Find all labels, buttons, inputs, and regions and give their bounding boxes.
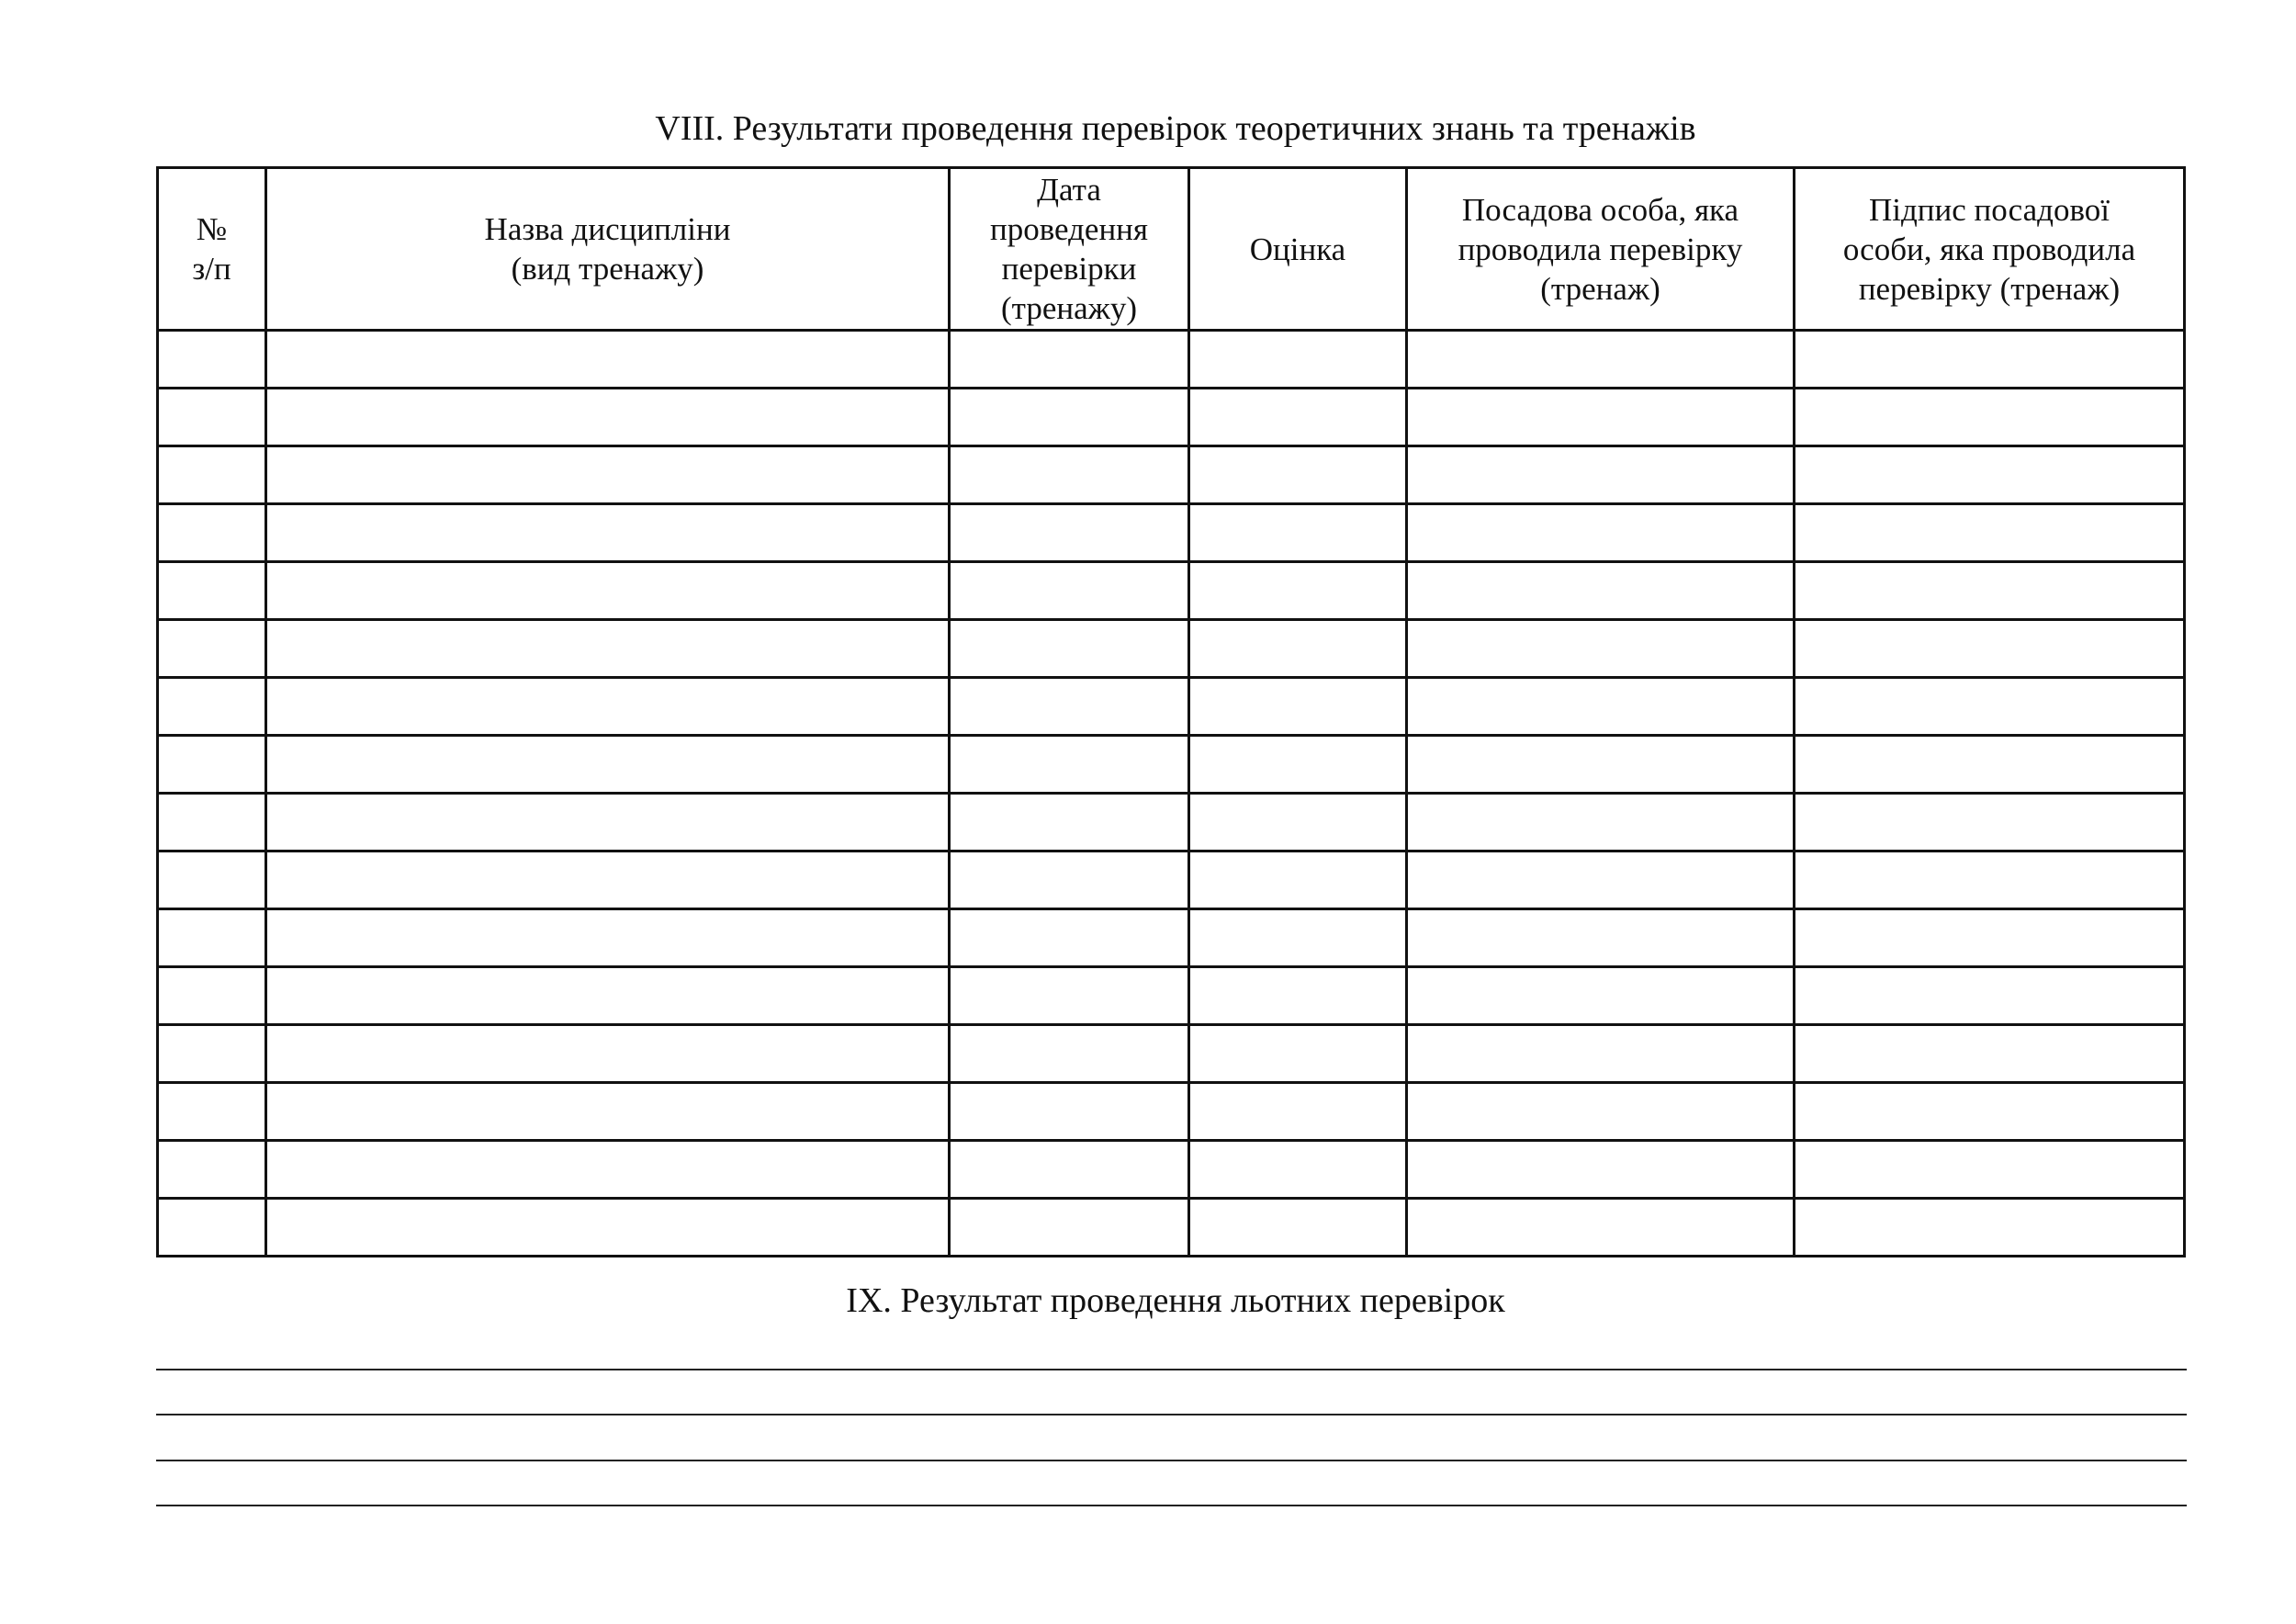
cell-col-signature[interactable]: [1795, 1025, 2185, 1083]
cell-col-signature[interactable]: [1795, 909, 2185, 967]
header-col-grade: [1189, 168, 1407, 331]
cell-col-number[interactable]: [158, 446, 266, 504]
header-line: перевірку (тренаж): [1858, 270, 2121, 307]
cell-col-signature[interactable]: [1795, 1199, 2185, 1257]
cell-col-signature[interactable]: [1795, 794, 2185, 851]
cell-col-grade[interactable]: [1189, 446, 1407, 504]
cell-col-number[interactable]: [158, 562, 266, 620]
cell-col-discipline[interactable]: [266, 1141, 950, 1199]
cell-col-grade[interactable]: [1189, 909, 1407, 967]
cell-col-date[interactable]: [950, 389, 1189, 446]
header-col-discipline: [266, 168, 950, 331]
cell-col-grade[interactable]: [1189, 967, 1407, 1025]
cell-col-signature[interactable]: [1795, 331, 2185, 389]
cell-col-date[interactable]: [950, 794, 1189, 851]
cell-col-official[interactable]: [1407, 967, 1795, 1025]
cell-col-official[interactable]: [1407, 504, 1795, 562]
cell-col-official[interactable]: [1407, 736, 1795, 794]
header-col-official: [1407, 168, 1795, 331]
cell-col-date[interactable]: [950, 504, 1189, 562]
table-row: [158, 909, 2185, 967]
cell-col-grade[interactable]: [1189, 736, 1407, 794]
cell-col-official[interactable]: [1407, 1141, 1795, 1199]
table-header-row: [158, 168, 2185, 331]
cell-col-signature[interactable]: [1795, 678, 2185, 736]
cell-col-grade[interactable]: [1189, 620, 1407, 678]
cell-col-official[interactable]: [1407, 562, 1795, 620]
cell-col-grade[interactable]: [1189, 794, 1407, 851]
table-row: [158, 794, 2185, 851]
cell-col-discipline[interactable]: [266, 620, 950, 678]
header-line: Посадова особа, яка: [1461, 191, 1739, 228]
cell-col-date[interactable]: [950, 851, 1189, 909]
cell-col-discipline[interactable]: [266, 1025, 950, 1083]
cell-col-discipline[interactable]: [266, 967, 950, 1025]
table-row: [158, 331, 2185, 389]
cell-col-signature[interactable]: [1795, 1141, 2185, 1199]
header-line: (тренаж): [1540, 270, 1660, 307]
cell-col-discipline[interactable]: [266, 736, 950, 794]
cell-col-number[interactable]: [158, 1199, 266, 1257]
cell-col-discipline[interactable]: [266, 1199, 950, 1257]
table-row: [158, 736, 2185, 794]
cell-col-official[interactable]: [1407, 331, 1795, 389]
cell-col-signature[interactable]: [1795, 1083, 2185, 1141]
flight-check-entry-line[interactable]: [156, 1505, 2187, 1506]
cell-col-signature[interactable]: [1795, 389, 2185, 446]
cell-col-official[interactable]: [1407, 389, 1795, 446]
cell-col-grade[interactable]: [1189, 331, 1407, 389]
cell-col-date[interactable]: [950, 1025, 1189, 1083]
cell-col-date[interactable]: [950, 331, 1189, 389]
cell-col-discipline[interactable]: [266, 504, 950, 562]
flight-check-entry-line[interactable]: [156, 1414, 2187, 1415]
cell-col-discipline[interactable]: [266, 1083, 950, 1141]
cell-col-number[interactable]: [158, 794, 266, 851]
cell-col-number[interactable]: [158, 331, 266, 389]
header-col-signature: [1795, 168, 2185, 331]
cell-col-discipline[interactable]: [266, 331, 950, 389]
table-row: [158, 967, 2185, 1025]
cell-col-grade[interactable]: [1189, 851, 1407, 909]
header-line: Назва дисципліни: [484, 211, 731, 247]
header-line: проведення: [989, 211, 1149, 247]
cell-col-signature[interactable]: [1795, 446, 2185, 504]
cell-col-grade[interactable]: [1189, 1025, 1407, 1083]
cell-col-date[interactable]: [950, 909, 1189, 967]
header-col-date: [950, 168, 1189, 331]
header-line: проводила перевірку: [1458, 231, 1743, 267]
cell-col-date[interactable]: [950, 1083, 1189, 1141]
cell-col-discipline[interactable]: [266, 851, 950, 909]
table-row: [158, 504, 2185, 562]
cell-col-grade[interactable]: [1189, 1141, 1407, 1199]
cell-col-date[interactable]: [950, 967, 1189, 1025]
cell-col-grade[interactable]: [1189, 1199, 1407, 1257]
cell-col-date[interactable]: [950, 620, 1189, 678]
flight-check-entry-line[interactable]: [156, 1460, 2187, 1461]
cell-col-number[interactable]: [158, 504, 266, 562]
cell-col-grade[interactable]: [1189, 389, 1407, 446]
flight-check-entry-line[interactable]: [156, 1369, 2187, 1370]
section-8-title: VIII. Результати проведення перевірок теоретичних знань та тренажів: [655, 109, 1696, 148]
cell-col-grade[interactable]: [1189, 1083, 1407, 1141]
cell-col-number[interactable]: [158, 909, 266, 967]
cell-col-official[interactable]: [1407, 620, 1795, 678]
cell-col-official[interactable]: [1407, 1199, 1795, 1257]
cell-col-number[interactable]: [158, 389, 266, 446]
cell-col-official[interactable]: [1407, 446, 1795, 504]
cell-col-number[interactable]: [158, 1141, 266, 1199]
cell-col-grade[interactable]: [1189, 562, 1407, 620]
cell-col-discipline[interactable]: [266, 562, 950, 620]
cell-col-official[interactable]: [1407, 909, 1795, 967]
table-row: [158, 1083, 2185, 1141]
header-line: Підпис посадової: [1869, 191, 2110, 228]
header-line: №: [196, 211, 228, 247]
cell-col-number[interactable]: [158, 1025, 266, 1083]
table-row: [158, 1199, 2185, 1257]
cell-col-signature[interactable]: [1795, 967, 2185, 1025]
header-line: перевірки: [1001, 251, 1137, 287]
cell-col-signature[interactable]: [1795, 562, 2185, 620]
cell-col-official[interactable]: [1407, 794, 1795, 851]
header-line: Оцінка: [1249, 231, 1346, 267]
table-row: [158, 1141, 2185, 1199]
table-row: [158, 678, 2185, 736]
results-table: [156, 166, 2186, 1257]
cell-col-signature[interactable]: [1795, 736, 2185, 794]
cell-col-date[interactable]: [950, 678, 1189, 736]
cell-col-discipline[interactable]: [266, 678, 950, 736]
cell-col-discipline[interactable]: [266, 389, 950, 446]
cell-col-number[interactable]: [158, 967, 266, 1025]
header-line: (тренажу): [1000, 290, 1137, 326]
table-row: [158, 1025, 2185, 1083]
cell-col-official[interactable]: [1407, 678, 1795, 736]
header-line: (вид тренажу): [511, 251, 704, 287]
cell-col-number[interactable]: [158, 678, 266, 736]
table-row: [158, 851, 2185, 909]
header-col-number: [158, 168, 266, 331]
header-line: Дата: [1037, 172, 1101, 208]
cell-col-number[interactable]: [158, 620, 266, 678]
table-row: [158, 562, 2185, 620]
cell-col-number[interactable]: [158, 736, 266, 794]
cell-col-official[interactable]: [1407, 851, 1795, 909]
cell-col-date[interactable]: [950, 736, 1189, 794]
section-9-title: IX. Результат проведення льотних перевірок: [846, 1281, 1505, 1320]
cell-col-signature[interactable]: [1795, 504, 2185, 562]
cell-col-date[interactable]: [950, 446, 1189, 504]
header-line: з/п: [192, 251, 231, 287]
cell-col-official[interactable]: [1407, 1083, 1795, 1141]
cell-col-signature[interactable]: [1795, 851, 2185, 909]
cell-col-date[interactable]: [950, 1141, 1189, 1199]
cell-col-date[interactable]: [950, 1199, 1189, 1257]
table-row: [158, 620, 2185, 678]
table-row: [158, 389, 2185, 446]
cell-col-grade[interactable]: [1189, 504, 1407, 562]
cell-col-official[interactable]: [1407, 1025, 1795, 1083]
cell-col-signature[interactable]: [1795, 620, 2185, 678]
cell-col-grade[interactable]: [1189, 678, 1407, 736]
table-row: [158, 446, 2185, 504]
cell-col-discipline[interactable]: [266, 446, 950, 504]
cell-col-date[interactable]: [950, 562, 1189, 620]
cell-col-number[interactable]: [158, 851, 266, 909]
cell-col-discipline[interactable]: [266, 909, 950, 967]
cell-col-discipline[interactable]: [266, 794, 950, 851]
cell-col-number[interactable]: [158, 1083, 266, 1141]
header-line: особи, яка проводила: [1842, 231, 2136, 267]
